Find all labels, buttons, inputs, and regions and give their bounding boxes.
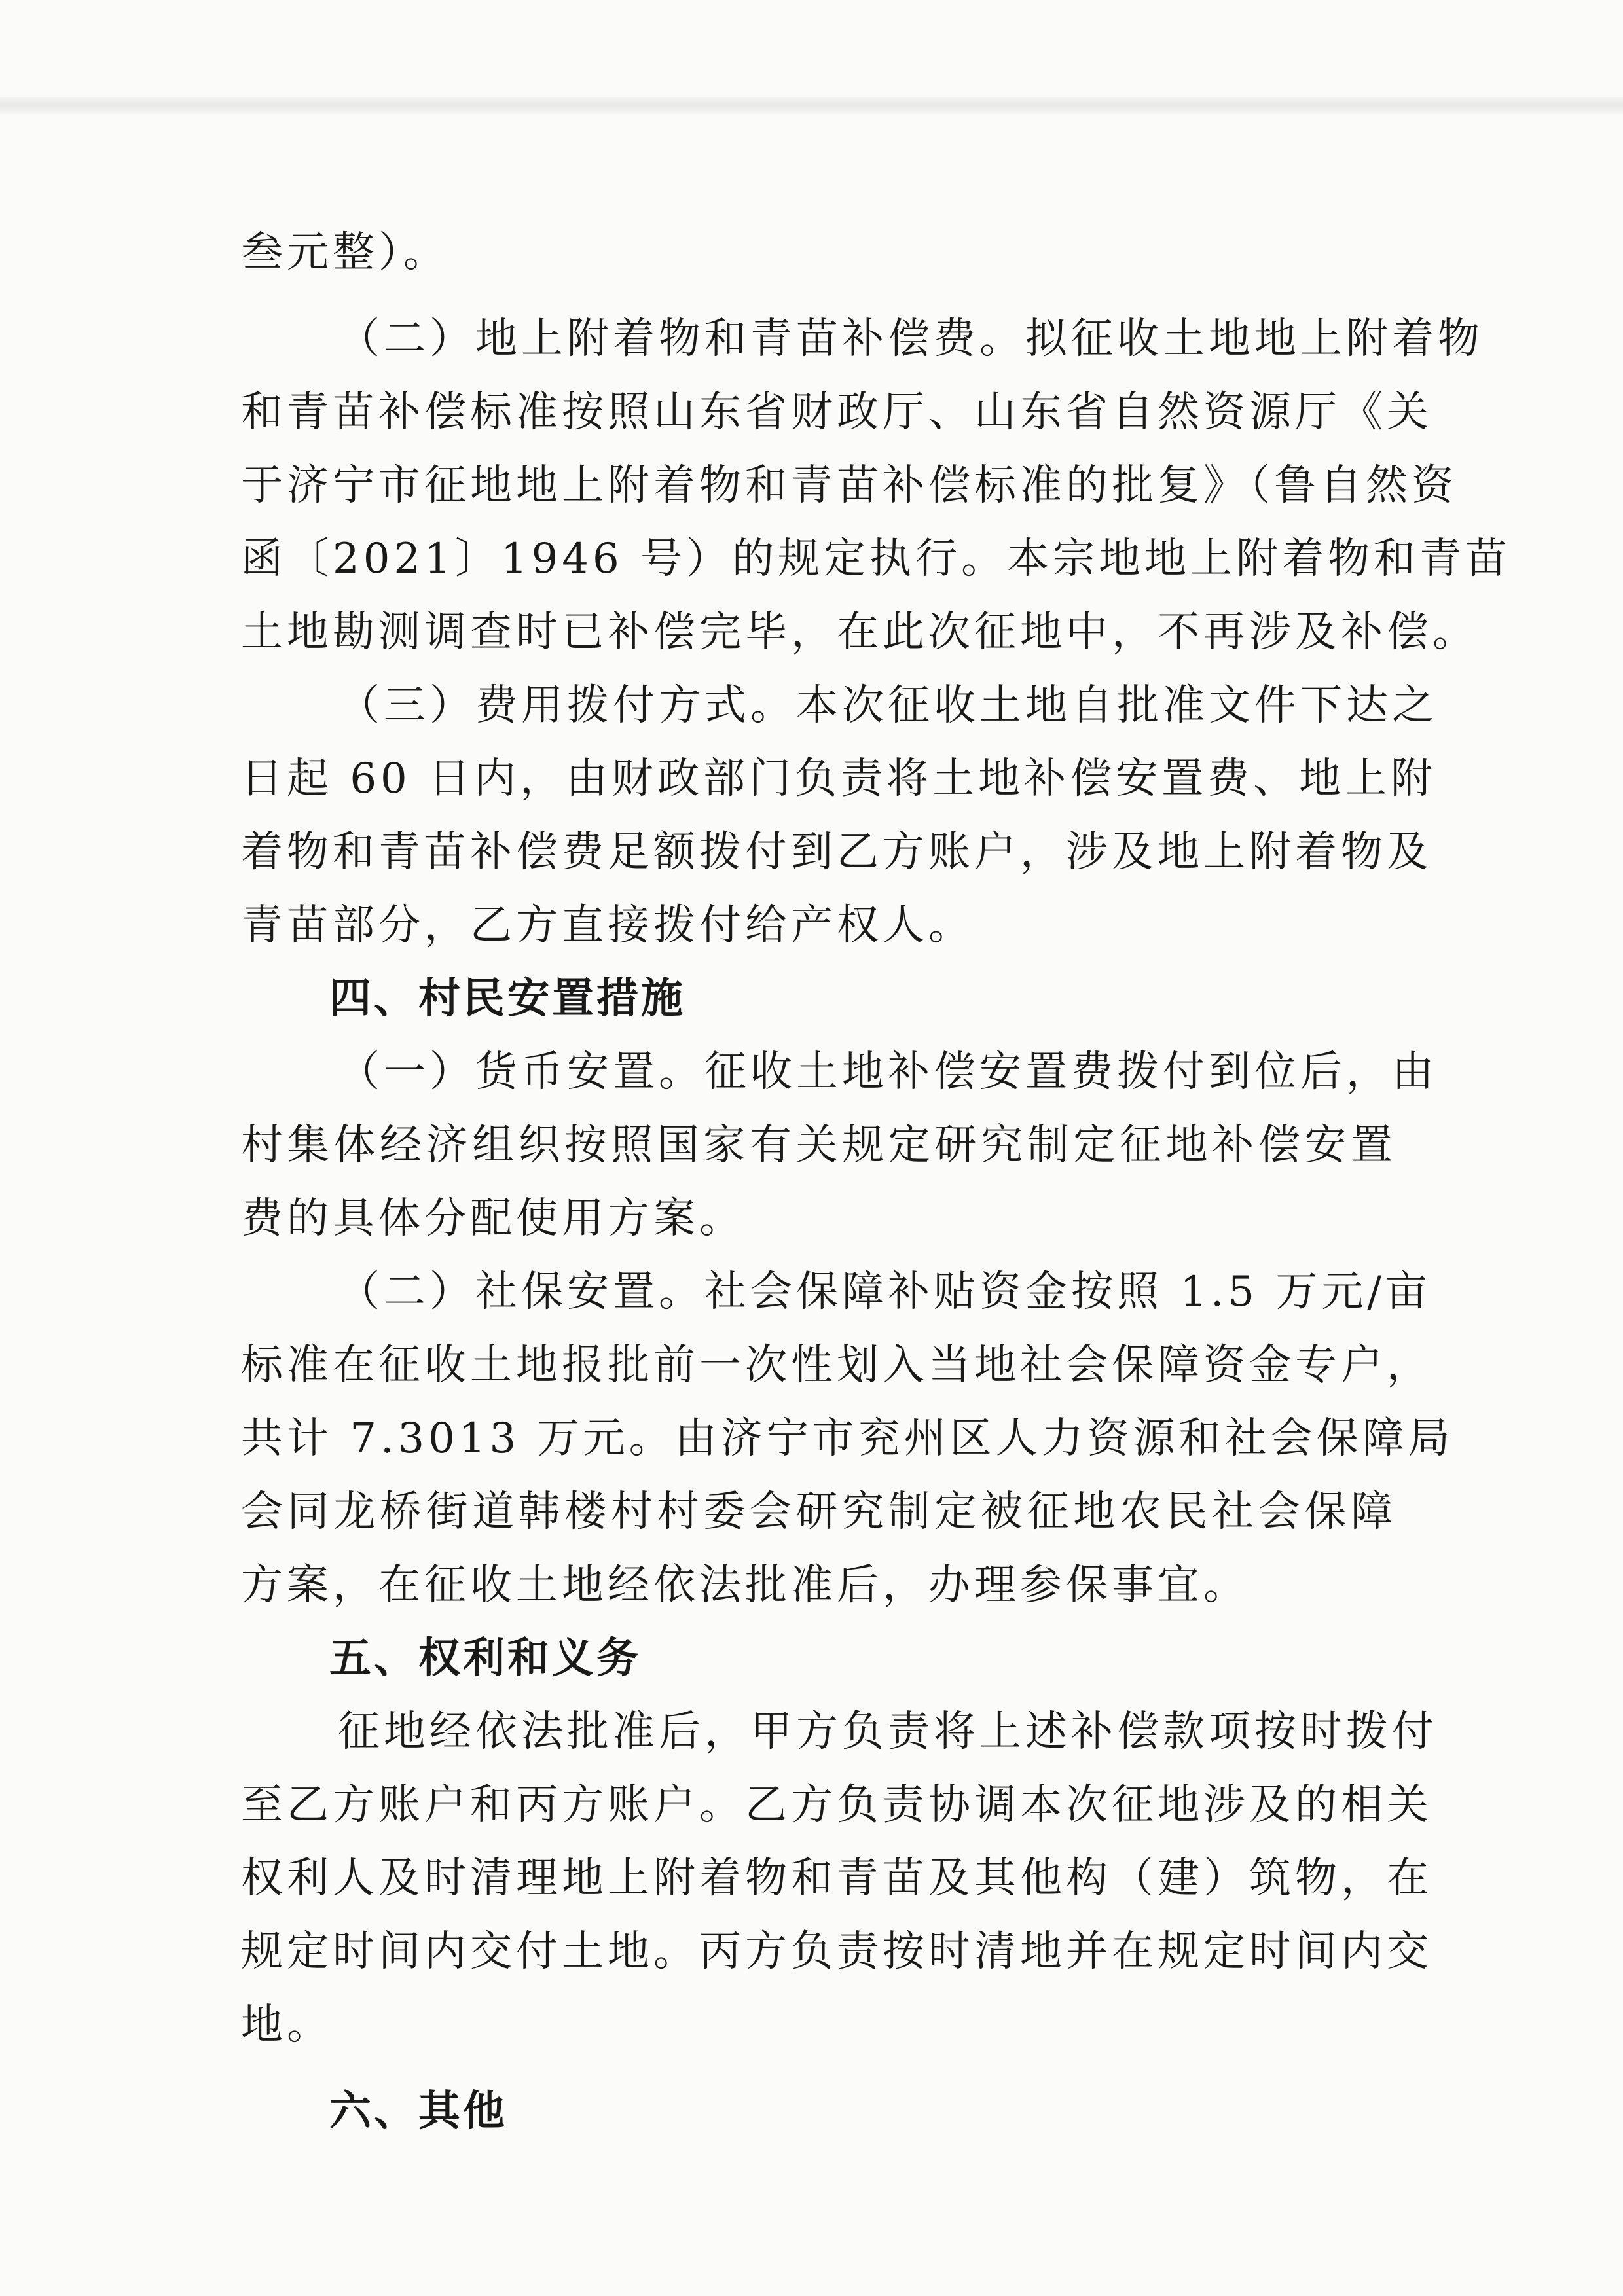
text-line: 规定时间内交付土地。丙方负责按时清地并在规定时间内交 [241, 1928, 1432, 1976]
spacer [241, 2062, 1396, 2075]
text-line: 方案，在征收土地经依法批准后，办理参保事宜。 [241, 1561, 1249, 1609]
section-heading: 五、权利和义务 [329, 1634, 641, 1683]
paragraph-first-line: （一）货币安置。征收土地补偿安置费拨付到位后，由 [338, 1048, 1438, 1096]
text-line: 于济宁市征地地上附着物和青苗补偿标准的批复》（鲁自然资 [241, 461, 1457, 510]
text-line: 叁元整）。 [241, 228, 449, 277]
text-line: 地。 [241, 2001, 333, 2049]
text-line: 费的具体分配使用方案。 [241, 1194, 745, 1243]
text-line: 权利人及时清理地上附着物和青苗及其他构（建）筑物，在 [241, 1854, 1432, 1903]
paragraph-first-line: （二）社保安置。社会保障补贴资金按照 1.5 万元/亩 [338, 1268, 1432, 1316]
text-line: 共计 7.3013 万元。由济宁市兖州区人力资源和社会保障局 [241, 1414, 1454, 1463]
text-line: 日起 60 日内，由财政部门负责将土地补偿安置费、地上附 [241, 755, 1437, 803]
text-line: 着物和青苗补偿费足额拨付到乙方账户，涉及地上附着物及 [241, 828, 1432, 876]
section-heading: 四、村民安置措施 [329, 975, 685, 1023]
text-line: 和青苗补偿标准按照山东省财政厅、山东省自然资源厅《关 [241, 388, 1432, 437]
section-heading: 六、其他 [329, 2087, 507, 2136]
paragraph-first-line: （二）地上附着物和青苗补偿费。拟征收土地地上附着物 [338, 315, 1484, 363]
text-line: 青苗部分，乙方直接拨付给产权人。 [241, 901, 974, 950]
text-line: 土地勘测调查时已补偿完毕，在此次征地中，不再涉及补偿。 [241, 608, 1478, 656]
spacer [241, 289, 1396, 302]
text-line: 至乙方账户和丙方账户。乙方负责协调本次征地涉及的相关 [241, 1781, 1432, 1829]
text-line: 函〔2021〕1946 号）的规定执行。本宗地地上附着物和青苗 [241, 535, 1512, 583]
paragraph-first-line: 征地经依法批准后，甲方负责将上述补偿款项按时拨付 [338, 1708, 1438, 1756]
text-line: 会同龙桥街道韩楼村村委会研究制定被征地农民社会保障 [241, 1488, 1396, 1536]
paragraph-first-line: （三）费用拨付方式。本次征收土地自批准文件下达之 [338, 681, 1438, 730]
text-line: 标准在征收土地报批前一次性划入当地社会保障资金专户， [241, 1341, 1432, 1390]
document-page [241, 216, 1512, 2148]
text-line: 村集体经济组织按照国家有关规定研究制定征地补偿安置 [241, 1121, 1396, 1170]
scan-shadow [0, 97, 1623, 114]
